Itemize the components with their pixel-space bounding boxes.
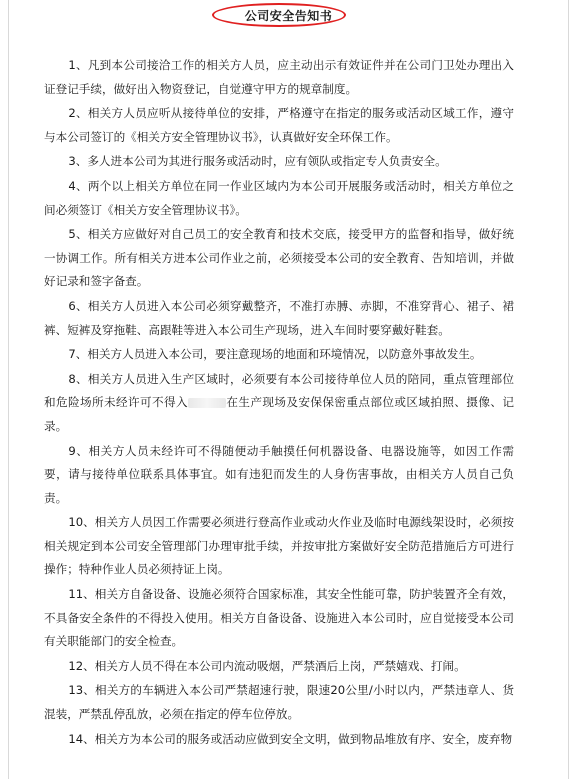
paragraph-6: 6、相关方人员进入本公司必须穿戴整齐，不准打赤膊、赤脚，不准穿背心、裙子、裙裤、短裤及穿拖鞋、高跟鞋等进入本公司生产现场，进入车间时要穿戴好鞋套。: [44, 298, 514, 337]
paragraph-8-part-2: 在生产现场及安保保密重点部位或区域拍照、摄像、记录。: [44, 395, 514, 433]
redacted-blur: [188, 398, 226, 408]
paragraph-7: 7、相关方人员进入本公司，要注意现场的地面和环境情况，以防意外事故发生。: [68, 347, 482, 362]
paragraph-8: [44, 368, 514, 439]
paragraph-10: 10、相关方人员因工作需要必须进行登高作业或动火作业及临时电源线架设时，必须按相关规定到本公司安全管理部门办理审批手续，并按审批方案做好安全防范措施后方可进行操作；特种作业人员必须持证上岗。: [44, 515, 514, 577]
paragraph-9: 9、相关方人员未经许可不得随便动手触摸任何机器设备、电器设施等，如因工作需要，请与接待单位联系具体事宜。如有违犯而发生的人身伤害事故，由相关方人员自己负责。: [44, 443, 514, 505]
page-left-edge: [8, 0, 9, 779]
paragraph-8-part-1: 8、相关方人员进入生产区域时，必须要有本公司接待单位人员的陪同，重点管理部位和危险场所未经许可不得入: [44, 371, 514, 410]
paragraph-4: 4、两个以上相关方单位在同一作业区域内为本公司开展服务或活动时，相关方单位之间必须签订《相关方安全管理协议书》。: [44, 178, 514, 217]
paragraph-13: 13、相关方的车辆进入本公司严禁超速行驶，限速20公里/小时以内，严禁违章人、货混装，严禁乱停乱放，必须在指定的停车位停放。: [44, 683, 514, 722]
page-right-edge: [568, 0, 569, 779]
paragraph-2: 2、相关方人员应听从接待单位的安排，严格遵守在指定的服务或活动区域工作，遵守与本公司签订的《相关方安全管理协议书》，认真做好安全环保工作。: [44, 106, 514, 144]
paragraph-14: 14、相关方为本公司的服务或活动应做到安全文明，做到物品堆放有序、安全，废弃物: [68, 731, 513, 746]
document-body: [44, 54, 514, 751]
title-area: [0, 2, 577, 28]
document-title: 公司安全告知书: [244, 9, 333, 23]
paragraph-3: 3、多人进本公司为其进行服务或活动时，应有领队或指定专人负责安全。: [68, 154, 447, 169]
paragraph-12: 12、相关方人员不得在本公司内流动吸烟，严禁酒后上岗，严禁嬉戏、打闹。: [68, 658, 466, 673]
paragraph-11: 11、相关方自备设备、设施必须符合国家标准，其安全性能可靠，防护装置齐全有效，不具备安全条件的不得投入使用。相关方自备设备、设施进入本公司时，应自觉接受本公司有关职能部门的安全检查。: [44, 587, 514, 649]
paragraph-5: 5、相关方应做好对自己员工的安全教育和技术交底，接受甲方的监督和指导，做好统一协调工作。所有相关方进本公司作业之前，必须接受本公司的安全教育、告知培训，并做好记录和签字备查。: [44, 227, 514, 289]
paragraph-1: 1、凡到本公司接洽工作的相关方人员，应主动出示有效证件并在公司门卫处办理出入证登记手续，做好出入物资登记，自觉遵守甲方的规章制度。: [44, 58, 514, 96]
